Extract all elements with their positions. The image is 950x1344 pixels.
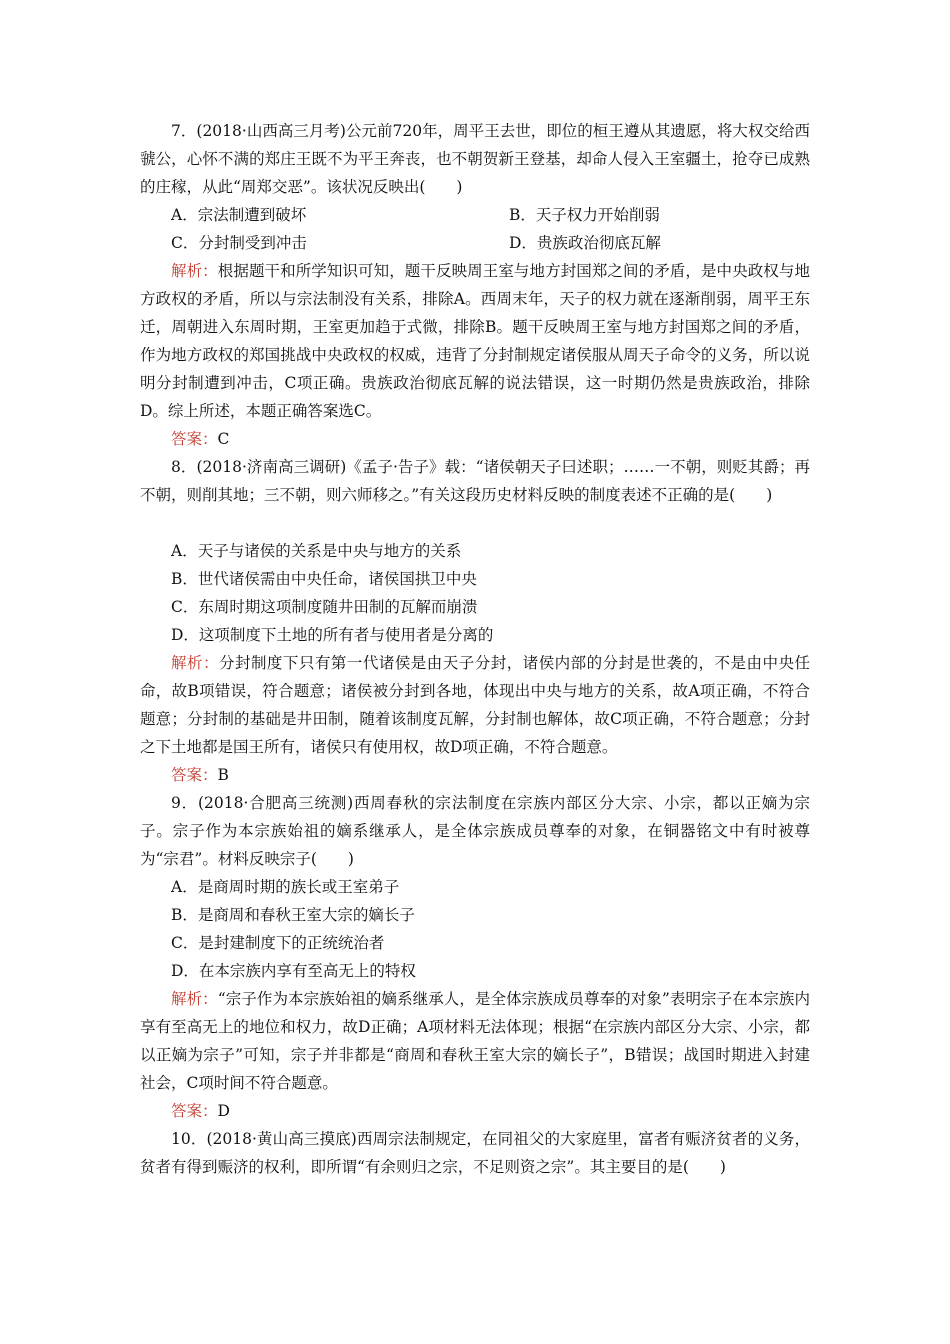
- question-9-answer: [171, 1097, 230, 1125]
- answer-label: 答案：: [171, 766, 218, 784]
- question-7-answer: [171, 425, 229, 453]
- analysis-label: 解析：: [171, 262, 218, 280]
- question-9-option-c: C．是封建制度下的正统统治者: [171, 934, 385, 952]
- question-8-stem: 8．(2018·济南高三调研)《孟子·告子》载：“诸侯朝天子曰述职；……一不朝，则贬其爵；再不朝，则削其地；三不朝，则六师移之。”有关这段历史材料反映的制度表述不正确的是( ): [140, 458, 810, 504]
- answer-label: 答案：: [171, 430, 218, 448]
- question-9-analysis: [140, 985, 810, 1097]
- answer-value: C: [217, 430, 230, 448]
- question-7-option-d: D．贵族政治彻底瓦解: [509, 234, 661, 252]
- question-8-option-c: C．东周时期这项制度随井田制的瓦解而崩溃: [171, 598, 478, 616]
- analysis-label: 解析：: [171, 654, 219, 672]
- question-7-analysis: [140, 257, 810, 425]
- answer-value: D: [217, 1102, 230, 1120]
- question-9-option-d: D．在本宗族内享有至高无上的特权: [171, 962, 416, 980]
- answer-value: B: [217, 766, 229, 784]
- question-9-option-a: A．是商周时期的族长或王室弟子: [171, 878, 400, 896]
- analysis-text: 根据题干和所学知识可知，题干反映周王室与地方封国郑之间的矛盾，是中央政权与地方政权的矛盾，所以与宗法制没有关系，排除A。西周末年，天子的权力就在逐渐削弱，周平王东迁，周朝进入东周时期，王室更加趋于式微，排除B。题干反映周王室与地方封国郑之间的矛盾，作为地方政权的郑国挑战中央政权的权威，违背了分封制规定诸侯服从周天子命令的义务，所以说明分封制遭到冲击，C项正确。贵族政治彻底瓦解的说法错误，这一时期仍然是贵族政治，排除D。综上所述，本题正确答案选C。: [140, 262, 810, 420]
- question-9-option-b: B．是商周和春秋王室大宗的嫡长子: [171, 906, 415, 924]
- question-8-option-d: D．这项制度下土地的所有者与使用者是分离的: [171, 626, 494, 644]
- question-9-stem: 9．(2018·合肥高三统测)西周春秋的宗法制度在宗族内部区分大宗、小宗，都以正嫡为宗子。宗子作为本宗族始祖的嫡系继承人，是全体宗族成员尊奉的对象，在铜器铭文中有时被尊为“宗君”。材料反映宗子( ): [140, 794, 810, 868]
- analysis-text: “宗子作为本宗族始祖的嫡系继承人，是全体宗族成员尊奉的对象”表明宗子在本宗族内享有至高无上的地位和权力，故D正确；A项材料无法体现；根据“在宗族内部区分大宗、小宗，都以正嫡为宗子”可知，宗子并非都是“商周和春秋王室大宗的嫡长子”，B错误；战国时期进入封建社会，C项时间不符合题意。: [140, 990, 810, 1092]
- analysis-text: 分封制度下只有第一代诸侯是由天子分封，诸侯内部的分封是世袭的，不是由中央任命，故B项错误，符合题意；诸侯被分封到各地，体现出中央与地方的关系，故A项正确，不符合题意；分封制的基础是井田制，随着该制度瓦解，分封制也解体，故C项正确，不符合题意；分封之下土地都是国王所有，诸侯只有使用权，故D项正确，不符合题意。: [140, 654, 810, 756]
- question-8-analysis: [140, 649, 810, 761]
- question-7-option-c: C．分封制受到冲击: [171, 234, 307, 252]
- question-7-option-b: B．天子权力开始削弱: [509, 206, 660, 224]
- question-7-option-a: A．宗法制遭到破坏: [171, 206, 307, 224]
- question-7-stem: 7．(2018·山西高三月考)公元前720年，周平王去世，即位的桓王遵从其遗愿，将大权交给西虢公，心怀不满的郑庄王既不为平王奔丧，也不朝贺新王登基，却命人侵入王室疆土，抢夺已成熟的庄稼，从此“周郑交恶”。该状况反映出( ): [140, 122, 810, 196]
- answer-label: 答案：: [171, 1102, 218, 1120]
- analysis-label: 解析：: [171, 990, 218, 1008]
- question-8-option-b: B．世代诸侯需由中央任命，诸侯国拱卫中央: [171, 570, 477, 588]
- question-8-answer: [171, 761, 229, 789]
- question-8-option-a: A．天子与诸侯的关系是中央与地方的关系: [171, 542, 462, 560]
- question-10-stem: 10．(2018·黄山高三摸底)西周宗法制规定，在同祖父的大家庭里，富者有赈济贫者的义务，贫者有得到赈济的权利，即所谓“有余则归之宗，不足则资之宗”。其主要目的是( ): [140, 1130, 810, 1176]
